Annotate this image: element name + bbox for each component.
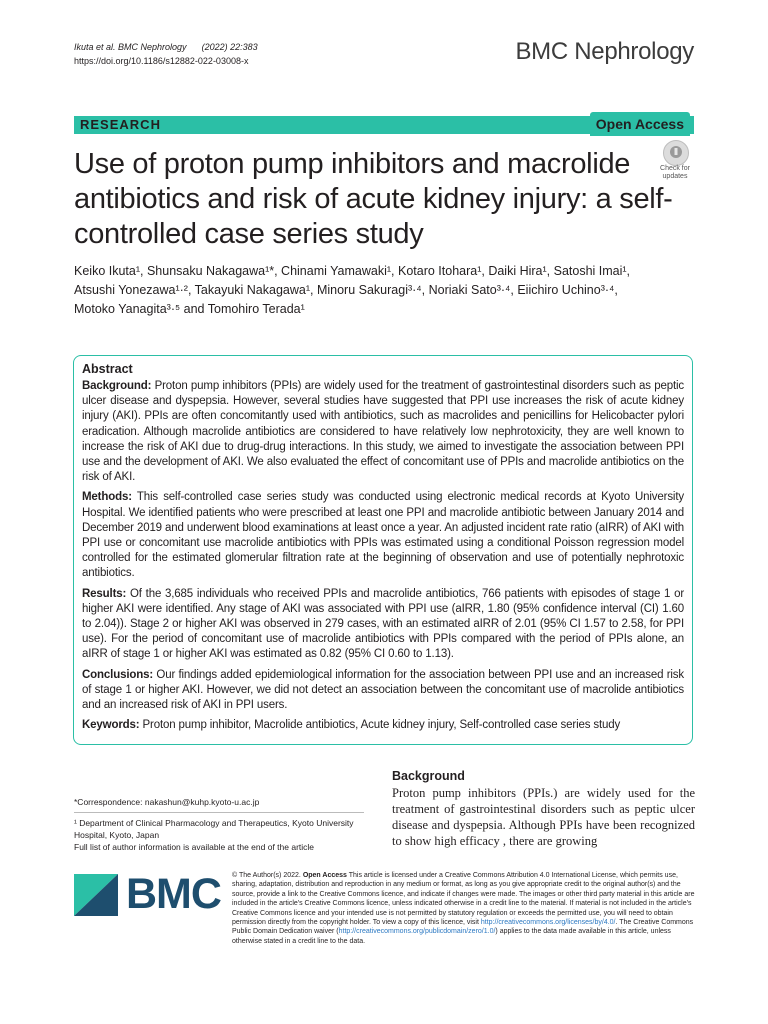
license-body-2: . The Creative Commons Public Domain Dedication waiver (	[232, 919, 694, 936]
check-updates-label: Check for updates	[660, 165, 690, 180]
journal-name: BMC Nephrology	[515, 38, 694, 65]
abstract-conclusions	[82, 668, 684, 714]
results-text: Of the 3,685 individuals who received PPIs and macrolide antibiotics, 766 patients with episodes of stage 1 or higher AKI were identified. Any stage of AKI was associated with PPI use (aIRR, 1.80 (95% confidence interval (CI) 1.60 to 2.04)). Stage 2 or higher AKI was observed in 279 cases, with an estimated aIRR of 2.01 (95% CI 1.57 to 2.58, for PPI use). For the period of concomitant use of macrolide antibiotics with PPIs compared with the period of PPIs alone, an aIRR of stage 1 or higher AKI was estimated as 0.82 (95% CI 0.60 to 1.13).	[82, 587, 685, 661]
bmc-logo	[74, 870, 221, 920]
author-list	[74, 262, 694, 319]
background-heading: Background	[392, 769, 465, 783]
conclusions-label: Conclusions:	[82, 668, 154, 681]
background-label: Background:	[82, 380, 152, 392]
correspondence-email[interactable]: *Correspondence: nakashun@kuhp.kyoto-u.ac.jp	[74, 797, 260, 807]
keywords-text: Proton pump inhibitor, Macrolide antibiotics, Acute kidney injury, Self-controlled case series study	[142, 719, 621, 732]
author-line: Keiko Ikuta¹, Shunsaku Nakagawa¹*, Chinami Yamawaki¹, Kotaro Itohara¹, Daiki Hira¹, Satoshi Imai¹,	[74, 264, 631, 278]
cc-by-link[interactable]: http://creativecommons.org/licenses/by/4.0/	[480, 919, 616, 927]
author-line: Motoko Yanagita³·⁵ and Tomohiro Terada¹	[74, 302, 305, 316]
methods-label: Methods:	[82, 491, 132, 504]
abstract-results	[82, 587, 684, 663]
check-updates-icon	[663, 140, 689, 166]
citation-block	[74, 40, 258, 68]
bmc-logo-text: BMC	[126, 870, 221, 918]
license-body: This article is licensed under a Creative Commons Attribution 4.0 International License, which permits use, sharing, adaptation, distribution and reproduction in any medium or format, as long as you give appropriate credit to the original author(s) and the source, provide a link to the Creative Commons licence, and indicate if changes were made. The images or other third party material in this article are included in the article's Creative Commons licence, unless indicated otherwise in a credit line to the material. If material is not included in the article's Creative Commons licence and your intended use is not permitted by statutory regulation or exceeds the permitted use, you will need to obtain permission directly from the copyright holder. To view a copy of this licence, visit	[232, 872, 695, 927]
open-access-badge: Open Access	[590, 112, 690, 136]
abstract-keywords	[82, 718, 684, 733]
doi-link[interactable]: https://doi.org/10.1186/s12882-022-03008-x	[74, 56, 249, 66]
section-label: RESEARCH	[80, 117, 161, 132]
author-line: Atsushi Yonezawa¹·², Takayuki Nakagawa¹, Minoru Sakuragi³·⁴, Noriaki Sato³·⁴, Eiichiro Uchino³·⁴,	[74, 283, 618, 297]
methods-text: This self-controlled case series study was conducted using electronic medical records at Kyoto University Hospital. We identified patients who were prescribed at least one PPI and macrolide antibiotic between January 2014 and December 2019 and underwent blood examinations at least once a year. An adjusted incident rate ratio (aIRR) of AKI with PPI use or concomitant use macrolide antibiotics with PPIs was estimated using a conditional Poisson regression model controlled for the estimated glomerular filtration rate at the beginning of observation and use of potentially nephrotoxic antibiotics.	[82, 491, 684, 580]
affiliation-text: ¹ Department of Clinical Pharmacology and Therapeutics, Kyoto University Hospital, Kyoto, Japan	[74, 812, 364, 841]
abstract-background	[82, 379, 684, 485]
section-bar	[74, 116, 694, 134]
abstract-box	[73, 355, 693, 745]
author-info-note: Full list of author information is available at the end of the article	[74, 842, 315, 852]
article-title: Use of proton pump inhibitors and macrolide antibiotics and risk of acute kidney injury: a self-controlled case series study	[74, 148, 673, 250]
license-text	[232, 871, 695, 946]
background-text: Proton pump inhibitors (PPIs) are widely used for the treatment of gastrointestinal disorders such as peptic ulcer disease and dyspepsia. However, several studies have suggested that PPI use increases the risk of acute kidney injury (AKI). PPIs are often concomitantly used with antibiotics, such as macrolides and penicillins for Helicobacter pylori eradication. Although macrolide antibiotics are considered to have relatively low nephrotoxicity, they are well known to increase the risk of AKI due to drug-drug interactions. In this study, we aimed to investigate the association between PPI use and the development of AKI. We also evaluated the effect of concomitant use of PPIs and macrolide antibiotics on the risk of AKI.	[82, 380, 684, 484]
check-for-updates-badge[interactable]	[654, 140, 696, 180]
license-oa-label: Open Access	[302, 872, 347, 879]
results-label: Results:	[82, 587, 127, 600]
citation-year: (2022) 22:383	[201, 42, 258, 52]
citation-authors: Ikuta et al. BMC Nephrology	[74, 42, 187, 52]
copyright: © The Author(s) 2022.	[232, 872, 301, 879]
cc0-link[interactable]: http://creativecommons.org/publicdomain/zero/1.0/	[338, 928, 496, 936]
license-body-3: ) applies to the data made available in this article, unless otherwise stated in a credit line to the data.	[232, 928, 671, 945]
conclusions-text: Our findings added epidemiological information for the association between PPI use and an increased risk of stage 1 or higher AKI. However, we did not detect an association between the concomitant use of macrolide antibiotics and an increased risk of AKI in PPI users.	[82, 668, 684, 712]
keywords-label: Keywords:	[82, 719, 140, 732]
background-body: Proton pump inhibitors (PPIs.) are widely used for the treatment of gastrointestinal disorders such as peptic ulcer disease and dyspepsia. Although PPIs have been recognized to show high efficacy , there are growing	[392, 786, 695, 848]
correspondence-block	[74, 796, 364, 853]
abstract-methods	[82, 490, 684, 581]
bmc-logo-icon	[74, 870, 122, 918]
abstract-heading: Abstract	[82, 362, 133, 376]
